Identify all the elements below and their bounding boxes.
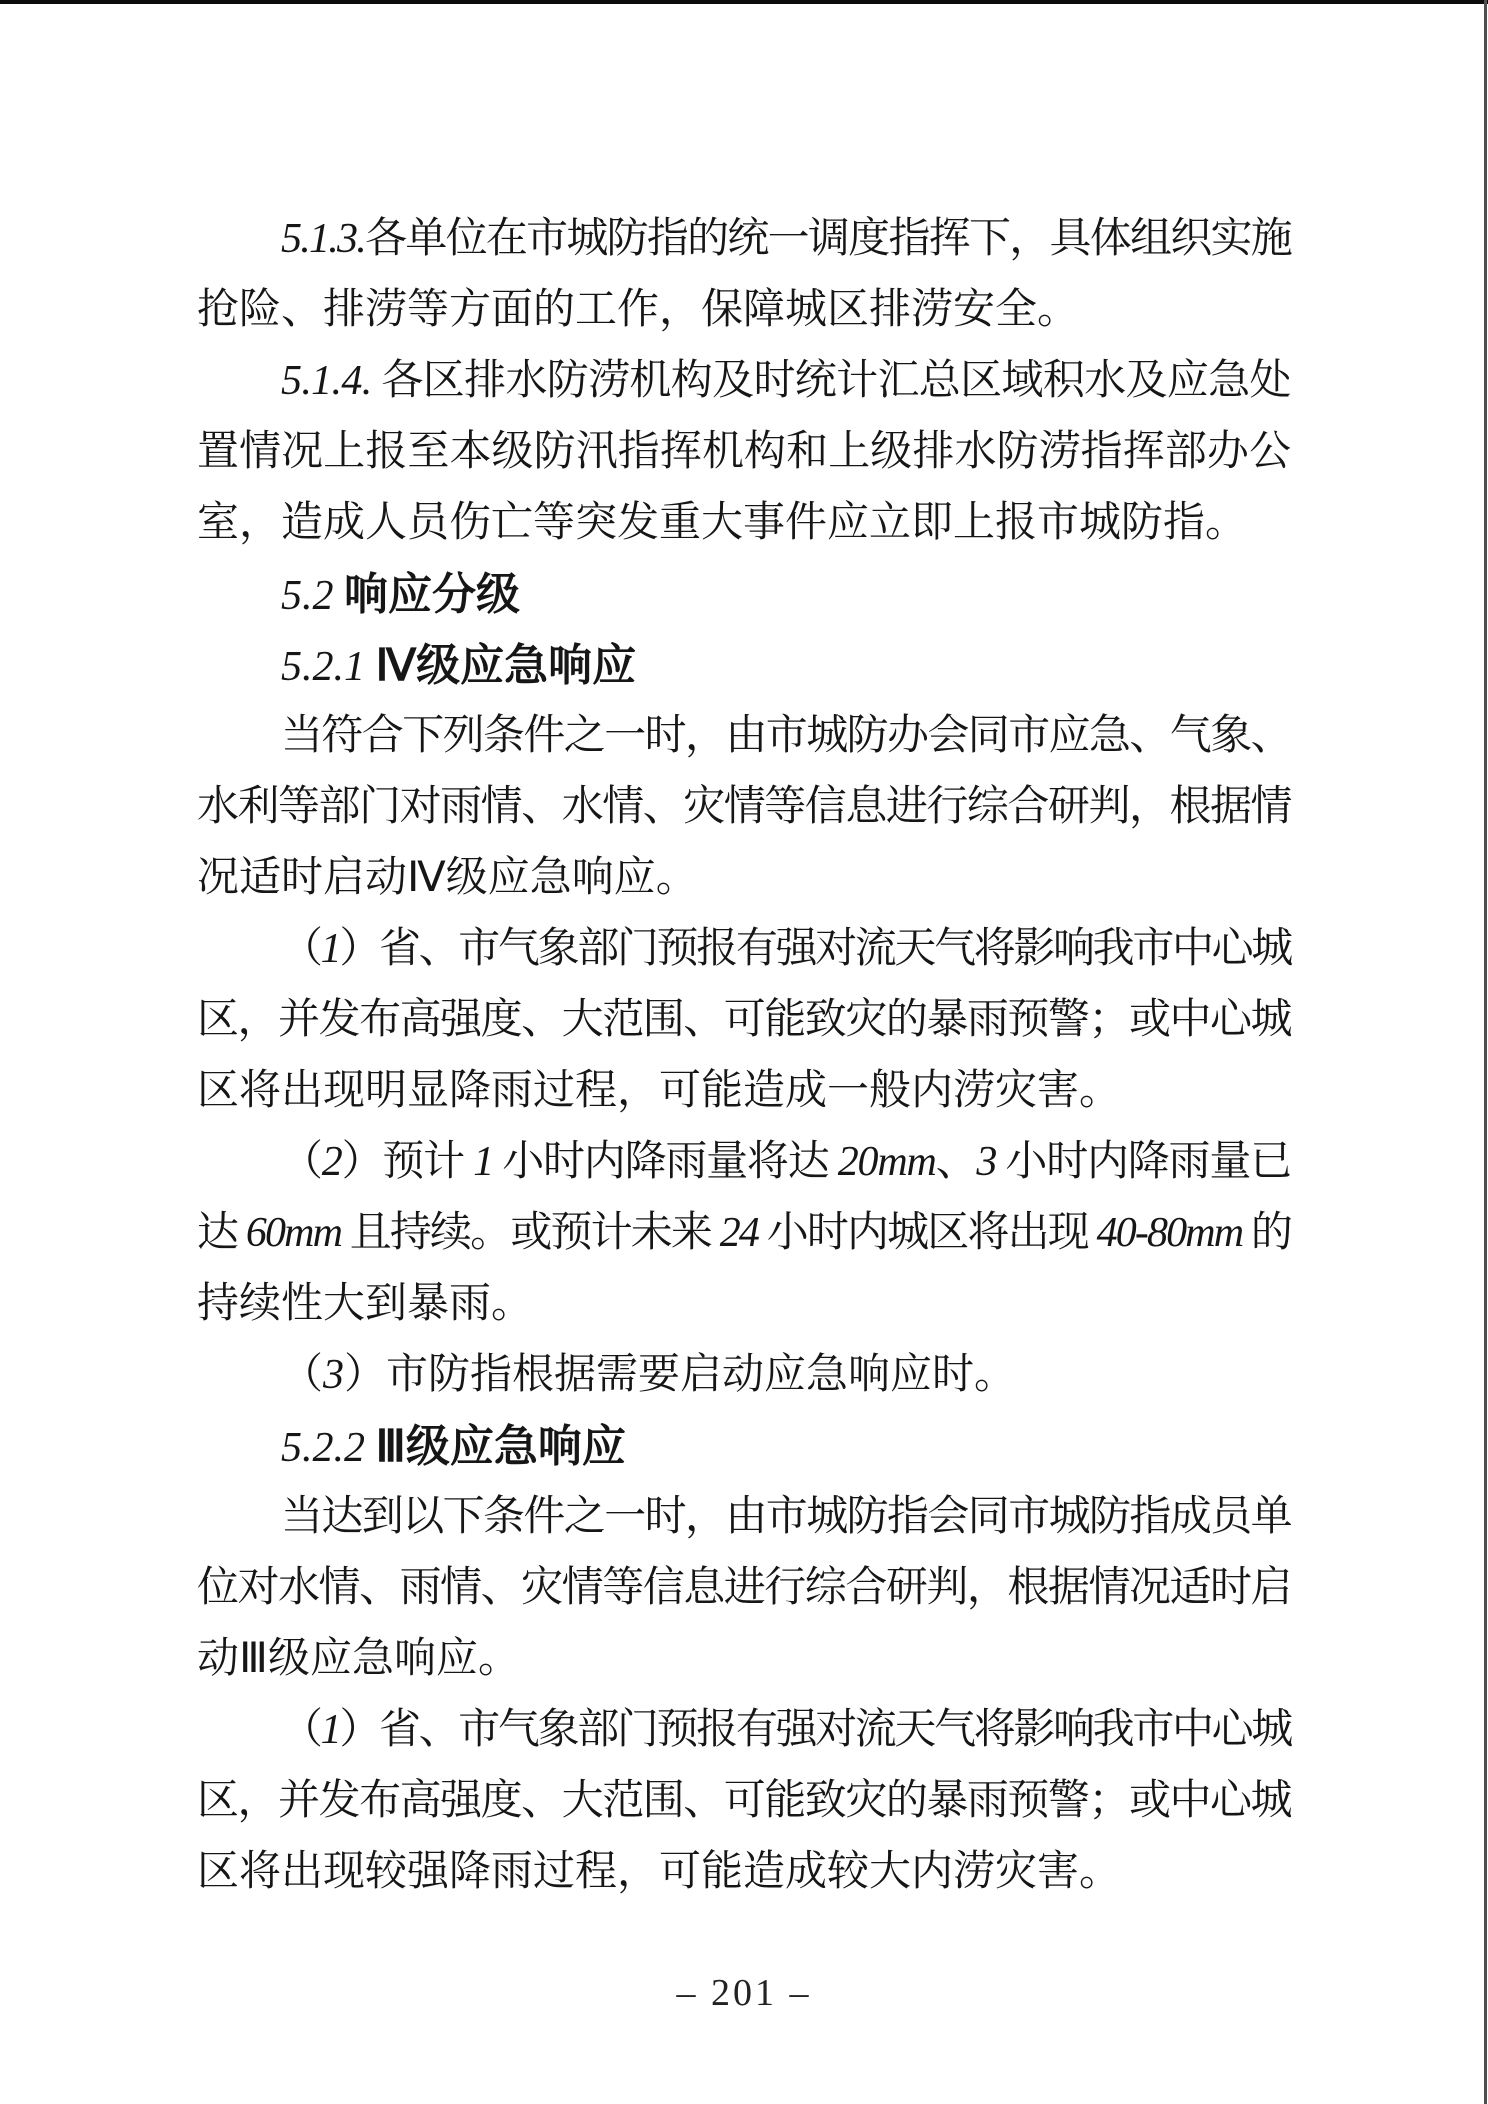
- para-521-intro-line-2: [197, 772, 1291, 843]
- text-segment: Ⅳ: [375, 641, 417, 690]
- text-line-content: [281, 1340, 1016, 1411]
- heading-522: [197, 1411, 1291, 1482]
- text-segment: 达: [197, 1210, 246, 1256]
- document-text: [197, 204, 1291, 1908]
- para-521-intro-line-3: [197, 843, 1291, 914]
- para-521-item3-line-1: [197, 1340, 1291, 1411]
- text-segment: 置情况上报至本级防汛指挥机构和上级排水防涝指挥部办公: [197, 429, 1292, 475]
- text-segment: 当符合下列条件之一时，由市城防办会同市应急、气象、: [281, 713, 1292, 759]
- text-line-content: [197, 275, 1079, 346]
- para-514-line-2: [197, 417, 1291, 488]
- text-segment: 抢险、排涝等方面的工作，保障城区排涝安全。: [197, 287, 1080, 333]
- text-line-content: [281, 701, 1291, 772]
- para-521-item1-line-1: [197, 914, 1291, 985]
- text-segment: 各单位在市城防指的统一调度指挥下，具体组织实施: [365, 216, 1292, 262]
- text-line-content: [197, 1553, 1291, 1624]
- para-522-item1-line-1: [197, 1695, 1291, 1766]
- text-segment: 区，并发布高强度、大范围、可能致灾的暴雨预警；或中心城: [197, 1778, 1292, 1824]
- text-segment: （: [281, 926, 321, 972]
- text-line-content: [281, 346, 1291, 417]
- para-522-intro-line-1: [197, 1482, 1291, 1553]
- heading-521: [197, 630, 1291, 701]
- text-segment: ）省、市气象部门预报有强对流天气将影响我市中心城: [339, 1707, 1291, 1753]
- text-segment: 2: [321, 1139, 342, 1185]
- text-segment: ）省、市气象部门预报有强对流天气将影响我市中心城: [339, 926, 1291, 972]
- text-line-content: [197, 417, 1291, 488]
- text-line-content: [197, 1198, 1291, 1269]
- text-segment: 级应急响应: [405, 1422, 626, 1471]
- heading-52: [197, 559, 1291, 630]
- text-segment: （: [281, 1139, 322, 1185]
- text-line-content: [281, 914, 1291, 985]
- para-514-line-3: [197, 488, 1291, 559]
- text-segment: Ⅲ: [375, 1422, 406, 1471]
- text-line-content: [197, 1766, 1291, 1837]
- text-segment: 级应急响应。: [445, 855, 698, 901]
- page-number: – 201 –: [676, 1972, 812, 2014]
- text-segment: 、: [935, 1139, 977, 1185]
- text-line-content: [197, 985, 1291, 1056]
- para-522-item1-line-2: [197, 1766, 1291, 1837]
- page-right-rule: [1484, 0, 1487, 2104]
- text-segment: 40-80mm: [1096, 1210, 1243, 1256]
- text-segment: 况适时启动: [197, 855, 408, 901]
- text-segment: 5.2.2: [281, 1425, 376, 1471]
- text-line-content: [197, 1269, 533, 1340]
- para-513-line-2: [197, 275, 1291, 346]
- text-line-content: [197, 1837, 1121, 1908]
- text-segment: 响应分级: [344, 570, 520, 619]
- text-segment: 持续性大到暴雨。: [197, 1281, 534, 1327]
- text-line-content: [197, 1056, 1121, 1127]
- text-segment: 1: [473, 1139, 493, 1185]
- text-segment: 1: [320, 926, 340, 972]
- text-line-content: [281, 1695, 1291, 1766]
- para-521-item2-line-1: [197, 1127, 1291, 1198]
- text-segment: 区将出现明显降雨过程，可能造成一般内涝灾害。: [197, 1068, 1122, 1114]
- text-segment: 1: [320, 1707, 340, 1753]
- text-segment: 的: [1242, 1210, 1292, 1256]
- text-segment: Ⅲ: [239, 1636, 268, 1682]
- para-513-line-1: [197, 204, 1291, 275]
- text-segment: 5.2.1: [281, 644, 376, 690]
- para-521-item2-line-2: [197, 1198, 1291, 1269]
- text-segment: 各区排水防涝机构及时统计汇总区域积水及应急处: [381, 358, 1291, 404]
- text-segment: 区，并发布高强度、大范围、可能致灾的暴雨预警；或中心城: [197, 997, 1292, 1043]
- text-segment: 5.2: [281, 573, 344, 619]
- text-segment: ）预计: [341, 1139, 474, 1185]
- text-line-content: [197, 1624, 520, 1695]
- text-line-content: [281, 630, 636, 703]
- para-521-item2-line-3: [197, 1269, 1291, 1340]
- text-segment: 3: [976, 1139, 997, 1185]
- text-segment: 小时内降雨量将达: [492, 1139, 838, 1185]
- text-line-content: [281, 559, 520, 632]
- page-top-rule: [0, 0, 1488, 4]
- text-segment: 20mm: [837, 1139, 936, 1185]
- text-line-content: [197, 488, 1247, 559]
- text-segment: 级应急响应。: [267, 1636, 520, 1682]
- text-line-content: [197, 772, 1291, 843]
- text-segment: （: [281, 1352, 324, 1398]
- text-segment: 室，造成人员伤亡等突发重大事件应立即上报市城防指。: [197, 500, 1248, 546]
- text-segment: 级应急响应: [416, 641, 637, 690]
- para-521-intro-line-1: [197, 701, 1291, 772]
- para-522-intro-line-2: [197, 1553, 1291, 1624]
- text-line-content: [197, 843, 698, 914]
- text-line-content: [281, 1127, 1291, 1198]
- text-segment: 水利等部门对雨情、水情、灾情等信息进行综合研判，根据情: [197, 784, 1292, 830]
- text-line-content: [281, 1411, 626, 1484]
- text-line-content: [281, 204, 1291, 275]
- text-segment: 且持续。或预计未来: [341, 1210, 720, 1256]
- text-segment: 小时内降雨量已: [996, 1139, 1291, 1185]
- text-segment: （: [281, 1707, 321, 1753]
- text-segment: Ⅳ: [407, 855, 446, 901]
- text-segment: 小时内城区将出现: [758, 1210, 1097, 1256]
- text-segment: 位对水情、雨情、灾情等信息进行综合研判，根据情况适时启: [197, 1565, 1292, 1611]
- para-514-line-1: [197, 346, 1291, 417]
- text-segment: 动: [197, 1636, 240, 1682]
- para-522-item1-line-3: [197, 1837, 1291, 1908]
- text-segment: 3: [323, 1352, 345, 1398]
- para-521-item1-line-3: [197, 1056, 1291, 1127]
- text-segment: 60mm: [245, 1210, 342, 1256]
- text-segment: 24: [719, 1210, 759, 1256]
- text-segment: ）市防指根据需要启动应急响应时。: [344, 1352, 1017, 1398]
- text-segment: 当达到以下条件之一时，由市城防指会同市城防指成员单: [281, 1494, 1292, 1540]
- text-segment: 5.1.4.: [281, 358, 382, 404]
- para-522-intro-line-3: [197, 1624, 1291, 1695]
- text-line-content: [281, 1482, 1291, 1553]
- para-521-item1-line-2: [197, 985, 1291, 1056]
- text-segment: 区将出现较强降雨过程，可能造成较大内涝灾害。: [197, 1849, 1122, 1895]
- text-segment: 5.1.3.: [281, 216, 366, 262]
